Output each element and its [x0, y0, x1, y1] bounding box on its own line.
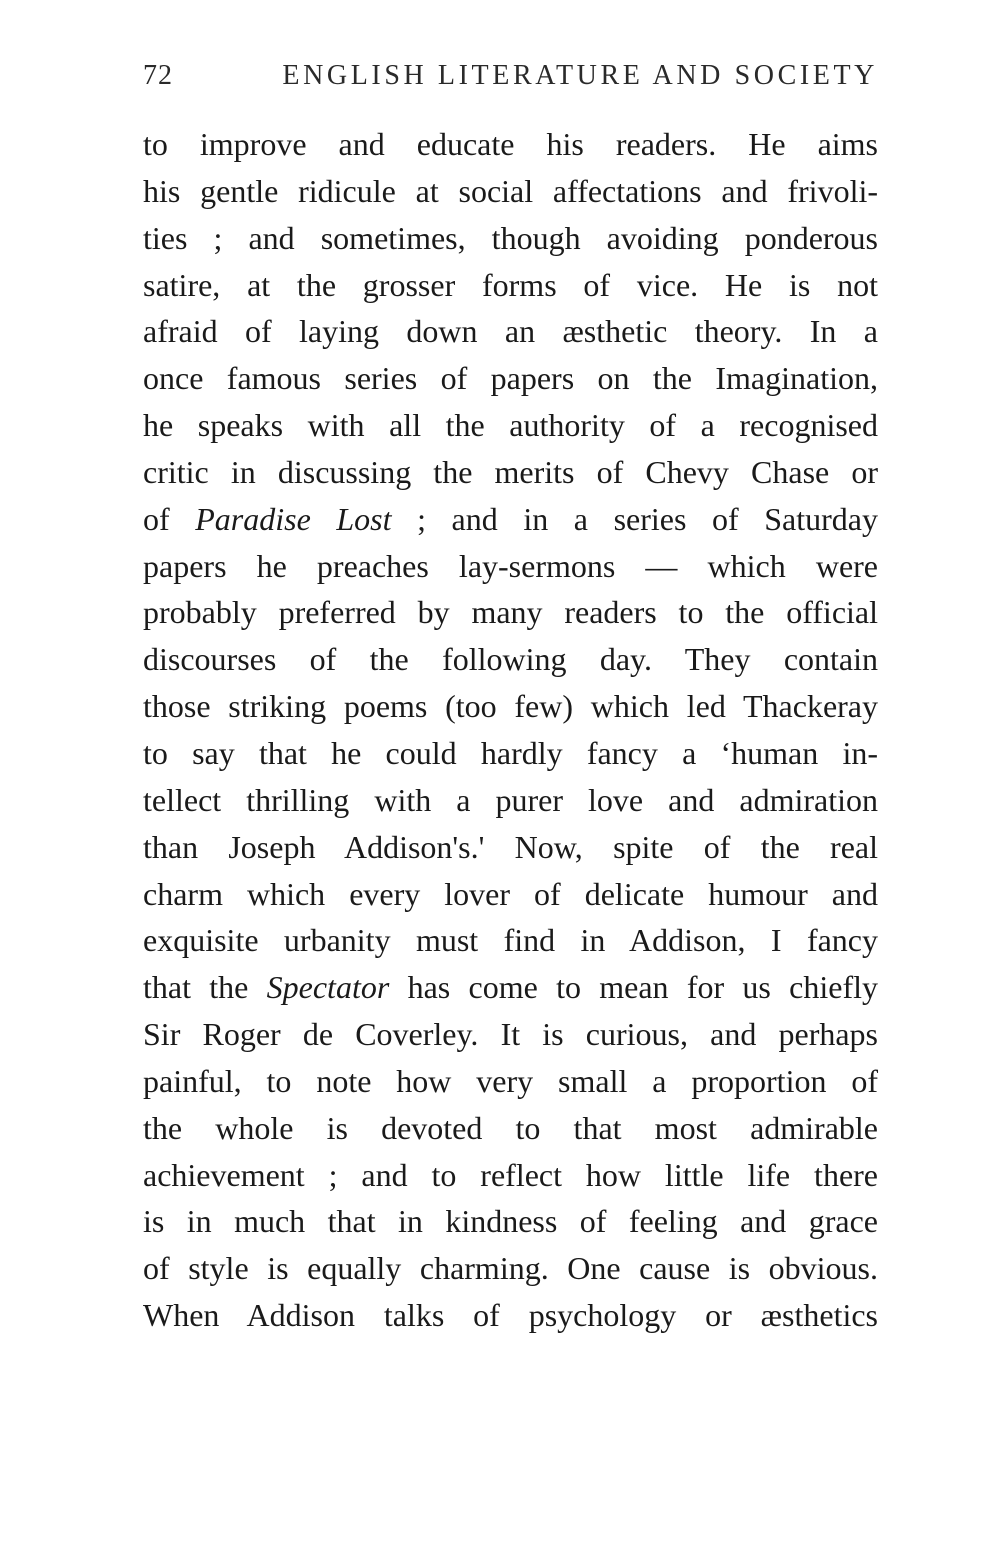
- text-segment: ; and in a series of Saturday: [391, 500, 878, 537]
- text-segment: that the: [143, 969, 267, 1006]
- text-segment: of style is equally charming. One cause is obvious.: [143, 1250, 878, 1287]
- text-segment: discourses of the following day. They contain: [143, 641, 878, 678]
- text-segment: tellect thrilling with a purer love and admiration: [143, 781, 878, 818]
- text-segment: ties ; and sometimes, though avoiding ponderous: [143, 219, 878, 256]
- text-line: [143, 215, 878, 262]
- text-line: [143, 964, 878, 1011]
- text-segment: achievement ; and to reflect how little life there: [143, 1156, 878, 1193]
- body-text: [143, 121, 878, 1339]
- text-segment: those striking poems (too few) which led Thackeray: [143, 688, 878, 725]
- italic-title: Paradise Lost: [195, 500, 392, 537]
- text-segment: of: [143, 500, 196, 537]
- text-segment: When Addison talks of psychology or æsthetics: [143, 1297, 878, 1334]
- text-segment: once famous series of papers on the Imagination,: [143, 360, 878, 397]
- page-number: 72: [143, 60, 173, 91]
- text-segment: to say that he could hardly fancy a ‘human in-: [143, 734, 878, 771]
- text-line: [143, 777, 878, 824]
- text-line: [143, 917, 878, 964]
- text-line: [143, 168, 878, 215]
- text-line: [143, 824, 878, 871]
- text-line: [143, 1058, 878, 1105]
- text-segment: papers he preaches lay-sermons — which were: [143, 547, 878, 584]
- text-line: [143, 1245, 878, 1292]
- text-line: [143, 589, 878, 636]
- text-segment: satire, at the grosser forms of vice. He is not: [143, 266, 878, 303]
- text-line: [143, 355, 878, 402]
- text-segment: the whole is devoted to that most admirable: [143, 1109, 878, 1146]
- text-line: [143, 1152, 878, 1199]
- text-line: [143, 121, 878, 168]
- text-segment: to improve and educate his readers. He aims: [143, 126, 878, 162]
- text-line: [143, 402, 878, 449]
- text-line: [143, 1105, 878, 1152]
- text-line: [143, 449, 878, 496]
- text-line: [143, 262, 878, 309]
- text-segment: probably preferred by many readers to the official: [143, 594, 878, 631]
- text-line: [143, 1292, 878, 1339]
- text-segment: afraid of laying down an æsthetic theory. In a: [143, 313, 878, 350]
- running-title: ENGLISH LITERATURE AND SOCIETY: [282, 60, 878, 91]
- text-line: [143, 871, 878, 918]
- text-segment: exquisite urbanity must find in Addison, I fancy: [143, 922, 878, 959]
- text-segment: Sir Roger de Coverley. It is curious, and perhaps: [143, 1016, 878, 1053]
- text-segment: painful, to note how very small a proportion of: [143, 1062, 878, 1099]
- text-line: [143, 730, 878, 777]
- text-line: [143, 636, 878, 683]
- running-head: [143, 54, 878, 98]
- text-segment: than Joseph Addison's.' Now, spite of the real: [143, 828, 878, 865]
- text-line: [143, 683, 878, 730]
- text-segment: has come to mean for us chiefly: [389, 969, 878, 1006]
- text-line: [143, 543, 878, 590]
- text-segment: is in much that in kindness of feeling and grace: [143, 1203, 878, 1240]
- text-line: [143, 1011, 878, 1058]
- text-segment: his gentle ridicule at social affectations and frivoli-: [143, 172, 878, 209]
- text-segment: he speaks with all the authority of a recognised: [143, 407, 878, 444]
- text-line: [143, 496, 878, 543]
- text-segment: charm which every lover of delicate humour and: [143, 875, 878, 912]
- text-line: [143, 308, 878, 355]
- text-line: [143, 1198, 878, 1245]
- italic-title: Spectator: [266, 969, 390, 1006]
- text-segment: critic in discussing the merits of Chevy Chase or: [143, 453, 878, 490]
